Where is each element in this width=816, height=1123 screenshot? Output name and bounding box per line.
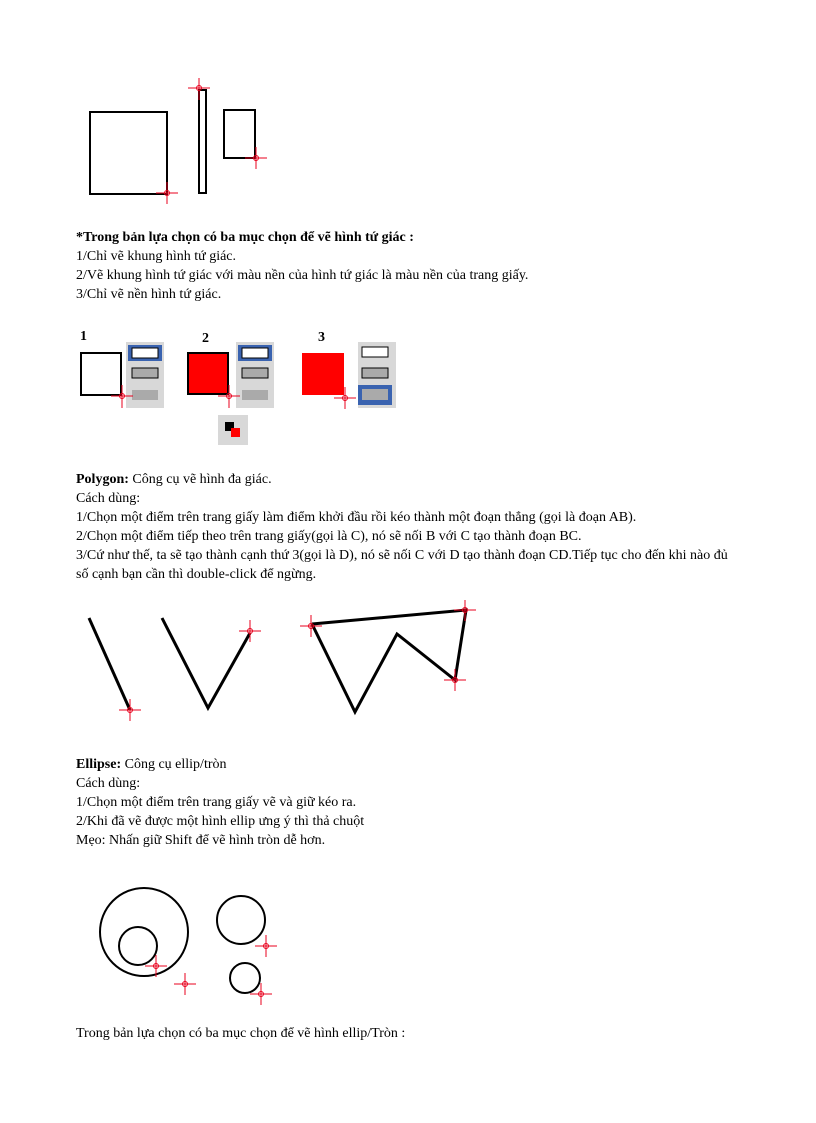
polygon-step-1: 1/Chọn một điểm trên trang giấy làm điểm khởi đầu rồi kéo thành một đoạn thẳng (gọi là đoạn AB). <box>76 510 637 525</box>
style-fill-option[interactable] <box>242 390 268 400</box>
style-outline-fill-option[interactable] <box>242 368 268 378</box>
polygon-title: Polygon: <box>76 472 129 487</box>
ellipse-options-intro <box>76 1024 405 1043</box>
square-shape <box>90 112 167 194</box>
rectangles-figure <box>80 78 280 210</box>
ellipse-figure <box>94 880 294 1005</box>
medium-circle-shape <box>217 896 265 944</box>
fill-only-sample <box>302 353 344 395</box>
fill-style-panel-2 <box>236 342 274 408</box>
fill-style-panel-3 <box>358 342 396 408</box>
ellipse-tip: Mẹo: Nhấn giữ Shift để vẽ hình tròn dễ hơn. <box>76 833 326 848</box>
ellipse-step-1: 1/Chọn một điểm trên trang giấy vẽ và giữ kéo ra. <box>76 795 357 810</box>
ellipse-text <box>76 755 364 850</box>
polygon-text <box>76 470 736 584</box>
rect-option-3: 3/Chỉ vẽ nền hình tứ giác. <box>76 287 222 302</box>
outline-fill-sample <box>188 353 228 394</box>
inner-circle-shape <box>119 927 157 965</box>
segments-abc <box>162 618 250 708</box>
style-fill-option[interactable] <box>132 390 158 400</box>
option-label-2: 2 <box>202 331 209 346</box>
polygon-desc: Công cụ vẽ hình đa giác. <box>128 472 272 487</box>
rect-options-text <box>76 228 528 304</box>
outline-only-sample <box>81 353 121 395</box>
polygon-usage: Cách dùng: <box>76 491 141 506</box>
option-label-3: 3 <box>318 330 325 345</box>
style-outline-fill-option[interactable] <box>132 368 158 378</box>
style-fill-option[interactable] <box>362 389 388 400</box>
footer-line: Trong bản lựa chọn có ba mục chọn để vẽ hình ellip/Tròn : <box>76 1026 406 1041</box>
style-outline-fill-option[interactable] <box>362 368 388 378</box>
small-circle-shape <box>230 963 260 993</box>
ellipse-step-2: 2/Khi đã vẽ được một hình ellip ưng ý thì thả chuột <box>76 814 365 829</box>
segment-ab <box>89 618 130 710</box>
rect-options-heading: *Trong bản lựa chọn có ba mục chọn để vẽ hình tứ giác : <box>76 230 414 245</box>
color-swatch-icon <box>218 415 248 445</box>
fill-style-panel-1 <box>126 342 164 408</box>
small-rect-shape <box>224 110 255 158</box>
ellipse-desc: Công cụ ellip/tròn <box>121 757 227 772</box>
polygon-shape <box>312 610 466 712</box>
ellipse-usage: Cách dùng: <box>76 776 141 791</box>
ellipse-title: Ellipse: <box>76 757 122 772</box>
polygon-step-2: 2/Chọn một điểm tiếp theo trên trang giấy(gọi là C), nó sẽ nối B với C tạo thành đoạn BC. <box>76 529 582 544</box>
thin-rect-shape <box>199 90 206 193</box>
crosshair-icon <box>119 600 476 721</box>
option-label-1: 1 <box>80 329 87 344</box>
style-outline-option[interactable] <box>362 347 388 357</box>
rect-option-1: 1/Chỉ vẽ khung hình tứ giác. <box>76 249 237 264</box>
polygon-figure <box>80 600 480 730</box>
large-circle-shape <box>100 888 188 976</box>
rect-option-2: 2/Vẽ khung hình tứ giác với màu nền của hình tứ giác là màu nền của trang giấy. <box>76 268 529 283</box>
crosshair-icon <box>156 78 267 204</box>
polygon-step-3: 3/Cứ như thế, ta sẽ tạo thành cạnh thứ 3(gọi là D), nó sẽ nối C với D tạo thành đoạn CD.Tiếp tục cho đến khi nào đủ số cạnh bạn cần thì double-click để ngừng. <box>76 548 728 582</box>
fill-options-figure <box>76 326 406 450</box>
